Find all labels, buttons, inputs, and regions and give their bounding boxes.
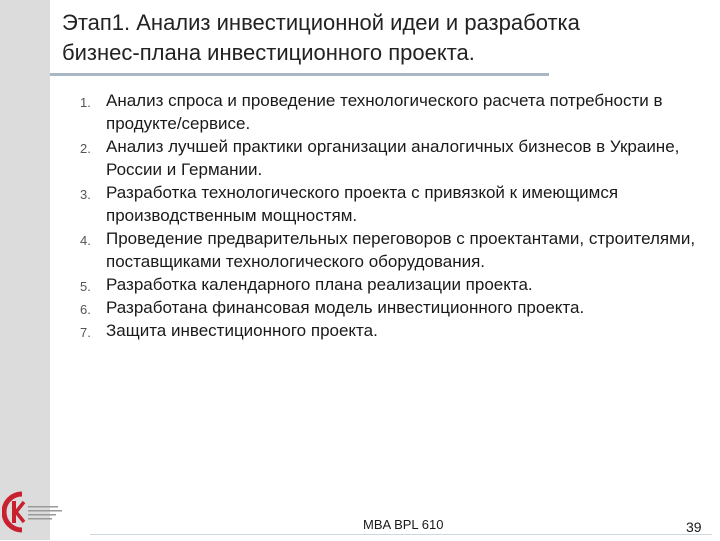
kiev-school-logo-icon — [2, 488, 66, 536]
list-item-text: Разработка технологического проекта с привязкой к имеющимся производственным мощностям. — [106, 183, 619, 225]
page-number: 39 — [686, 519, 702, 535]
title-divider — [50, 73, 549, 76]
left-decorative-band — [0, 0, 50, 540]
list-item-number: 6. — [80, 302, 91, 317]
list-item-text: Анализ лучшей практики организации аналогичных бизнесов в Украине, России и Германии. — [106, 137, 680, 179]
list-item-number: 2. — [80, 141, 91, 156]
list-item-number: 1. — [80, 95, 91, 110]
list-item — [74, 89, 714, 135]
footer-course-code: MBA BPL 610 — [363, 517, 444, 532]
list-item-number: 4. — [80, 233, 91, 248]
list-item-text: Анализ спроса и проведение технологического расчета потребности в продукте/сервисе. — [106, 91, 663, 133]
list-item-number: 7. — [80, 325, 91, 340]
list-item — [74, 319, 714, 342]
footer-divider — [90, 534, 712, 535]
list-item-text: Разработана финансовая модель инвестиционного проекта. — [106, 298, 585, 317]
list-item-text: Защита инвестиционного проекта. — [106, 321, 378, 340]
list-item-number: 5. — [80, 279, 91, 294]
list-item-text: Проведение предварительных переговоров с проектантами, строителями, поставщиками технологического оборудования. — [106, 229, 696, 271]
list-item — [74, 135, 714, 181]
list-item — [74, 273, 714, 296]
slide-title: Этап1. Анализ инвестиционной идеи и разработка бизнес-плана инвестиционного проекта. — [62, 10, 580, 65]
list-item — [74, 181, 714, 227]
list-item — [74, 227, 714, 273]
list-item-number: 3. — [80, 187, 91, 202]
list-item-text: Разработка календарного плана реализации проекта. — [106, 275, 533, 294]
steps-list — [74, 89, 714, 342]
list-item — [74, 296, 714, 319]
